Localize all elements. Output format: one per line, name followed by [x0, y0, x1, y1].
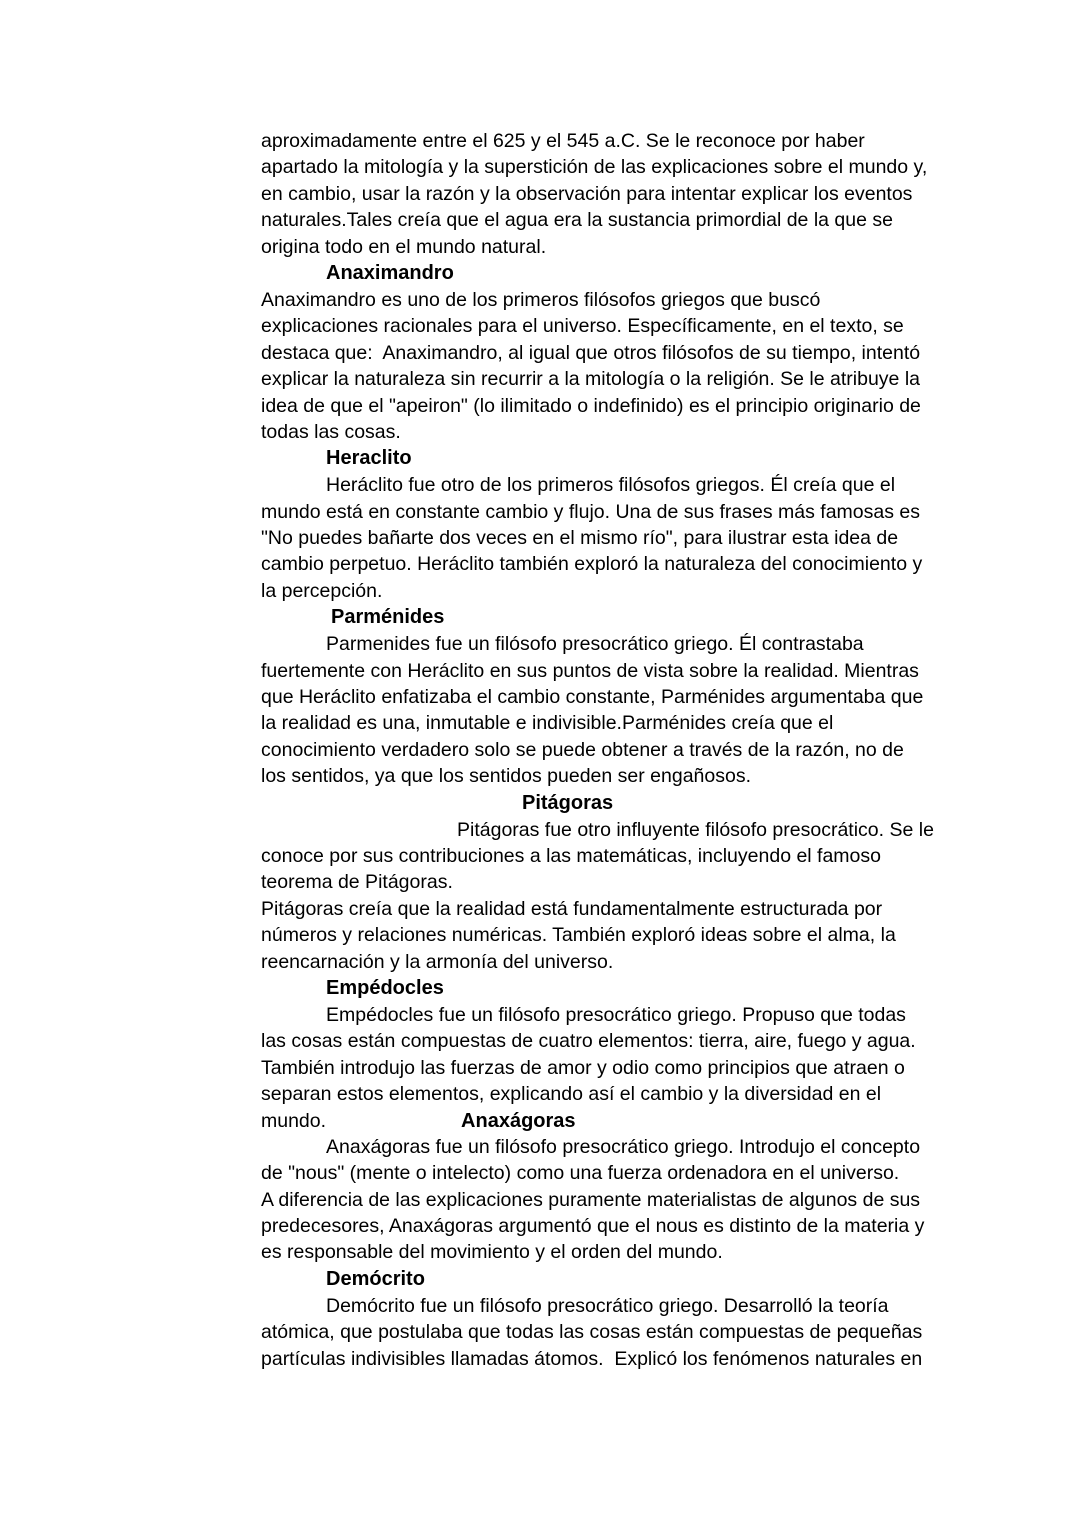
text-line: predecesores, Anaxágoras argumentó que el nous es distinto de la materia y — [261, 1215, 925, 1238]
pitagoras-section — [261, 790, 961, 975]
parmenides-section — [261, 604, 961, 789]
text-line: Parmenides fue un filósofo presocrático griego. Él contrastaba — [326, 633, 864, 656]
text-line: Pitágoras creía que la realidad está fundamentalmente estructurada por — [261, 897, 883, 920]
text-line: las cosas están compuestas de cuatro elementos: tierra, aire, fuego y agua. — [261, 1030, 916, 1053]
section-heading-empedocles: Empédocles — [326, 976, 444, 999]
text-line: todas las cosas. — [261, 420, 401, 443]
section-heading-parmenides: Parménides — [331, 606, 445, 629]
text-line: mundo está en constante cambio y flujo. Una de sus frases más famosas es — [261, 500, 921, 523]
section-heading-anaxagoras: Anaxágoras — [461, 1109, 576, 1132]
text-line: la percepción. — [261, 579, 383, 602]
document-page — [261, 128, 961, 1372]
text-line: conoce por sus contribuciones a las matemáticas, incluyendo el famoso — [261, 844, 881, 867]
text-line: la realidad es una, inmutable e indivisible.Parménides creía que el — [261, 712, 834, 735]
text-line: reencarnación y la armonía del universo. — [261, 950, 614, 973]
text-line: separan estos elementos, explicando así el cambio y la diversidad en el — [261, 1083, 882, 1106]
text-line: origina todo en el mundo natural. — [261, 235, 547, 258]
text-line: de "nous" (mente o intelecto) como una fuerza ordenadora en el universo. — [261, 1162, 900, 1185]
section-heading-anaximandro: Anaximandro — [326, 261, 454, 284]
section-heading-pitagoras: Pitágoras — [522, 791, 614, 814]
anaxagoras-section — [261, 1134, 961, 1266]
text-line: los sentidos, ya que los sentidos pueden ser engañosos. — [261, 765, 751, 788]
text-line: Empédocles fue un filósofo presocrático griego. Propuso que todas — [326, 1003, 906, 1026]
text-line: aproximadamente entre el 625 y el 545 a.C. Se le reconoce por haber — [261, 130, 865, 152]
text-line: cambio perpetuo. Heráclito también exploró la naturaleza del conocimiento y — [261, 553, 923, 576]
text-line: Demócrito fue un filósofo presocrático griego. Desarrolló la teoría — [326, 1294, 889, 1317]
text-line: conocimiento verdadero solo se puede obtener a través de la razón, no de — [261, 738, 904, 761]
text-line: naturales.Tales creía que el agua era la sustancia primordial de la que se — [261, 209, 893, 232]
text-line: atómica, que postulaba que todas las cosas están compuestas de pequeñas — [261, 1321, 923, 1344]
text-line: "No puedes bañarte dos veces en el mismo río", para ilustrar esta idea de — [261, 527, 899, 550]
text-line: explicar la naturaleza sin recurrir a la mitología o la religión. Se le atribuye la — [261, 368, 920, 391]
democrito-section — [261, 1266, 961, 1372]
text-line: idea de que el "apeiron" (lo ilimitado o indefinido) es el principio originario de — [261, 394, 921, 417]
text-line: Heráclito fue otro de los primeros filósofos griegos. Él creía que el — [326, 474, 896, 497]
text-line: números y relaciones numéricas. También exploró ideas sobre el alma, la — [261, 924, 896, 947]
text-line: es responsable del movimiento y el orden del mundo. — [261, 1241, 723, 1264]
text-line: Pitágoras fue otro influyente filósofo presocrático. Se le — [457, 818, 934, 841]
heraclito-section — [261, 445, 961, 604]
section-heading-democrito: Demócrito — [326, 1267, 425, 1290]
text-line: apartado la mitología y la superstición de las explicaciones sobre el mundo y, — [261, 156, 928, 179]
text-line: Anaxágoras fue un filósofo presocrático griego. Introdujo el concepto — [326, 1135, 921, 1158]
text-line: fuertemente con Heráclito en sus puntos de vista sobre la realidad. Mientras — [261, 659, 919, 682]
empedocles-section — [261, 975, 961, 1134]
text-line: También introdujo las fuerzas de amor y odio como principios que atraen o — [261, 1056, 905, 1079]
text-line: Anaximandro es uno de los primeros filósofos griegos que buscó — [261, 288, 821, 311]
text-line: A diferencia de las explicaciones puramente materialistas de algunos de sus — [261, 1188, 921, 1211]
tales-section — [261, 128, 961, 260]
text-line: destaca que: Anaximandro, al igual que otros filósofos de su tiempo, intentó — [261, 341, 921, 364]
text-fragment: mundo. — [261, 1109, 327, 1132]
text-line: en cambio, usar la razón y la observación para intentar explicar los eventos — [261, 182, 913, 205]
text-line: teorema de Pitágoras. — [261, 871, 453, 894]
text-line: que Heráclito enfatizaba el cambio constante, Parménides argumentaba que — [261, 686, 924, 709]
text-line: partículas indivisibles llamadas átomos. Explicó los fenómenos naturales en — [261, 1347, 923, 1370]
text-line: explicaciones racionales para el universo. Específicamente, en el texto, se — [261, 315, 904, 338]
section-heading-heraclito: Heraclito — [326, 447, 412, 470]
anaximandro-section — [261, 260, 961, 445]
text-line-with-heading — [261, 1108, 961, 1134]
